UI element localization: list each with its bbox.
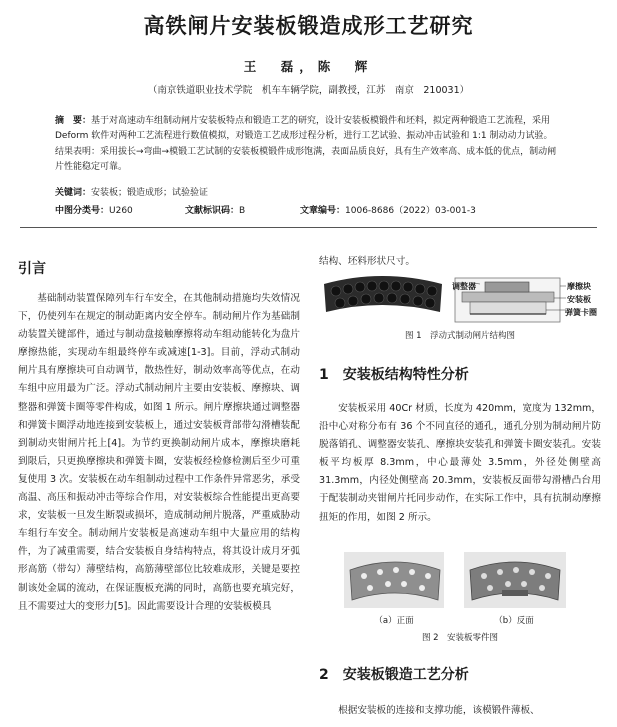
clc-value: U260 <box>109 206 133 216</box>
label-mounting-plate: 安装板 <box>567 295 591 304</box>
keywords-text: 安装板；锻造成形；试验验证 <box>91 188 209 198</box>
plate-front-photo <box>344 552 444 608</box>
clc-number <box>55 203 133 216</box>
brake-pad-photo <box>324 276 442 312</box>
article-number <box>300 203 476 216</box>
section1-heading: 1 安装板结构特性分析 <box>319 367 469 383</box>
label-spring-ring: 弹簧卡圈 <box>565 308 597 317</box>
abstract <box>55 114 560 175</box>
figure2-illustration <box>340 550 570 610</box>
doc-code <box>185 203 245 216</box>
figure2-sub-b: （b）反面 <box>494 616 534 626</box>
label-adjuster: 调整器 <box>452 282 476 291</box>
keywords-label: 关键词： <box>55 188 92 198</box>
doc-code-value: B <box>239 206 246 216</box>
section1-paragraph: 安装板采用 40Cr 材质，长度为 420mm，宽度为 132mm，沿中心对称分布有 36 个不同直径的通孔，通孔分别为制动闸片防脱落销孔、调整器安装孔、摩擦块安装孔和弹簧卡圈安装孔。安装板平均板厚 8.3mm，中心最薄处 3.5mm，外径处侧壁高 31.3mm，内径处侧壁高 20.3mm，安装板反面带勾滑槽凸台用于配装制动夹钳闸片托同步动作，在实际工作中，具有抗制动摩擦扭矩的作用，如图 2 所示。 <box>319 403 601 523</box>
section2-paragraph: 根据安装板的连接和支撑功能，该模锻件薄板、 <box>338 705 540 716</box>
doc-code-label: 文献标识码： <box>185 206 240 216</box>
plate-back-photo <box>464 552 566 608</box>
article-number-label: 文章编号： <box>300 206 346 216</box>
abstract-text: 基于对高速动车组制动闸片安装板特点和锻造工艺的研究，设计安装板模锻件和坯料，拟定两种锻造工艺流程，采用 Deform 软件对两种工艺流程进行数值模拟，对锻造工艺成形过程分析，进行工艺试验、振动冲击试验和 1:1 制动动力试验。结果表明：采用拔长→弯曲→模锻工艺试制的安装板模锻件成形饱满，表面品质良好，具有生产效率高、成本低的优点，制动闸片性能稳定可靠。 <box>55 116 557 172</box>
figure2-sub-a: （a）正面 <box>374 616 414 626</box>
figure2-caption: 图 2 安装板零件图 <box>421 633 499 643</box>
authors: 王 磊，陈 辉 <box>243 59 374 74</box>
intro-heading: 引言 <box>18 261 46 277</box>
article-number-value: 1006-8686（2022）03-001-3 <box>345 206 476 216</box>
abstract-label: 摘 要： <box>55 116 92 126</box>
section2-heading: 2 安装板锻造工艺分析 <box>319 667 469 683</box>
clc-label: 中图分类号： <box>55 206 110 216</box>
figure1-caption: 图 1 浮动式制动闸片结构图 <box>404 331 516 341</box>
affiliation: （南京铁道职业技术学院 机车车辆学院，副教授，江苏 南京 210031） <box>147 85 470 96</box>
paper-title: 高铁闸片安装板锻造成形工艺研究 <box>143 14 474 38</box>
label-friction-block: 摩擦块 <box>567 282 591 291</box>
header-divider <box>20 227 597 228</box>
right-top-text: 结构、坯料形状尺寸。 <box>319 256 415 267</box>
keywords <box>55 185 208 198</box>
intro-paragraph: 基础制动装置保障列车行车安全，在其他制动措施均失效情况下，仍使列车在规定的制动距离内安全停车。制动闸片作为基础制动装置关键部件，通过与制动盘接触摩擦将动车组动能转化为盘片摩擦热能，实现动车组最终停车或减速[1-3]。目前，浮动式制动闸片具有摩擦块可自动调节，散热性好，制动效率高等优点，在动车组中应用最为广泛。浮动式制动闸片主要由安装板、摩擦块、调整器和弹簧卡圈等零件构成，如图 1 所示。闸片摩擦块通过调整器和弹簧卡圈浮动地连接到安装板上，通过安装板背部带勾滑槽装配到制动夹钳闸片托上[4]。为节约更换制动闸片成本，摩擦块磨耗到限后，只更换摩擦块和弹簧卡圈，安装板经检修检测后至少可重复使用 3 次。安装板在动车组制动过程中工作条件异常恶劣，承受高温、高压和振动冲击等综合作用，对安装板综合性能提出更高要求，安装板一旦发生断裂或损坏，造成制动闸片脱落，严重威胁动车组行车安全。制动闸片安装板是高速动车组中大量应用的结构件，为了减重需要，结合安装板自身结构特点，将其设计成月牙弧形高筋（带勾）薄壁结构，高筋薄壁部位比较难成形，关键是要控制该处金属的流动，在保证腹板充满的同时，高筋也要充填完好，且不需要过大的变形力[5]。因此需要设计合理的安装板模具 <box>18 293 300 612</box>
